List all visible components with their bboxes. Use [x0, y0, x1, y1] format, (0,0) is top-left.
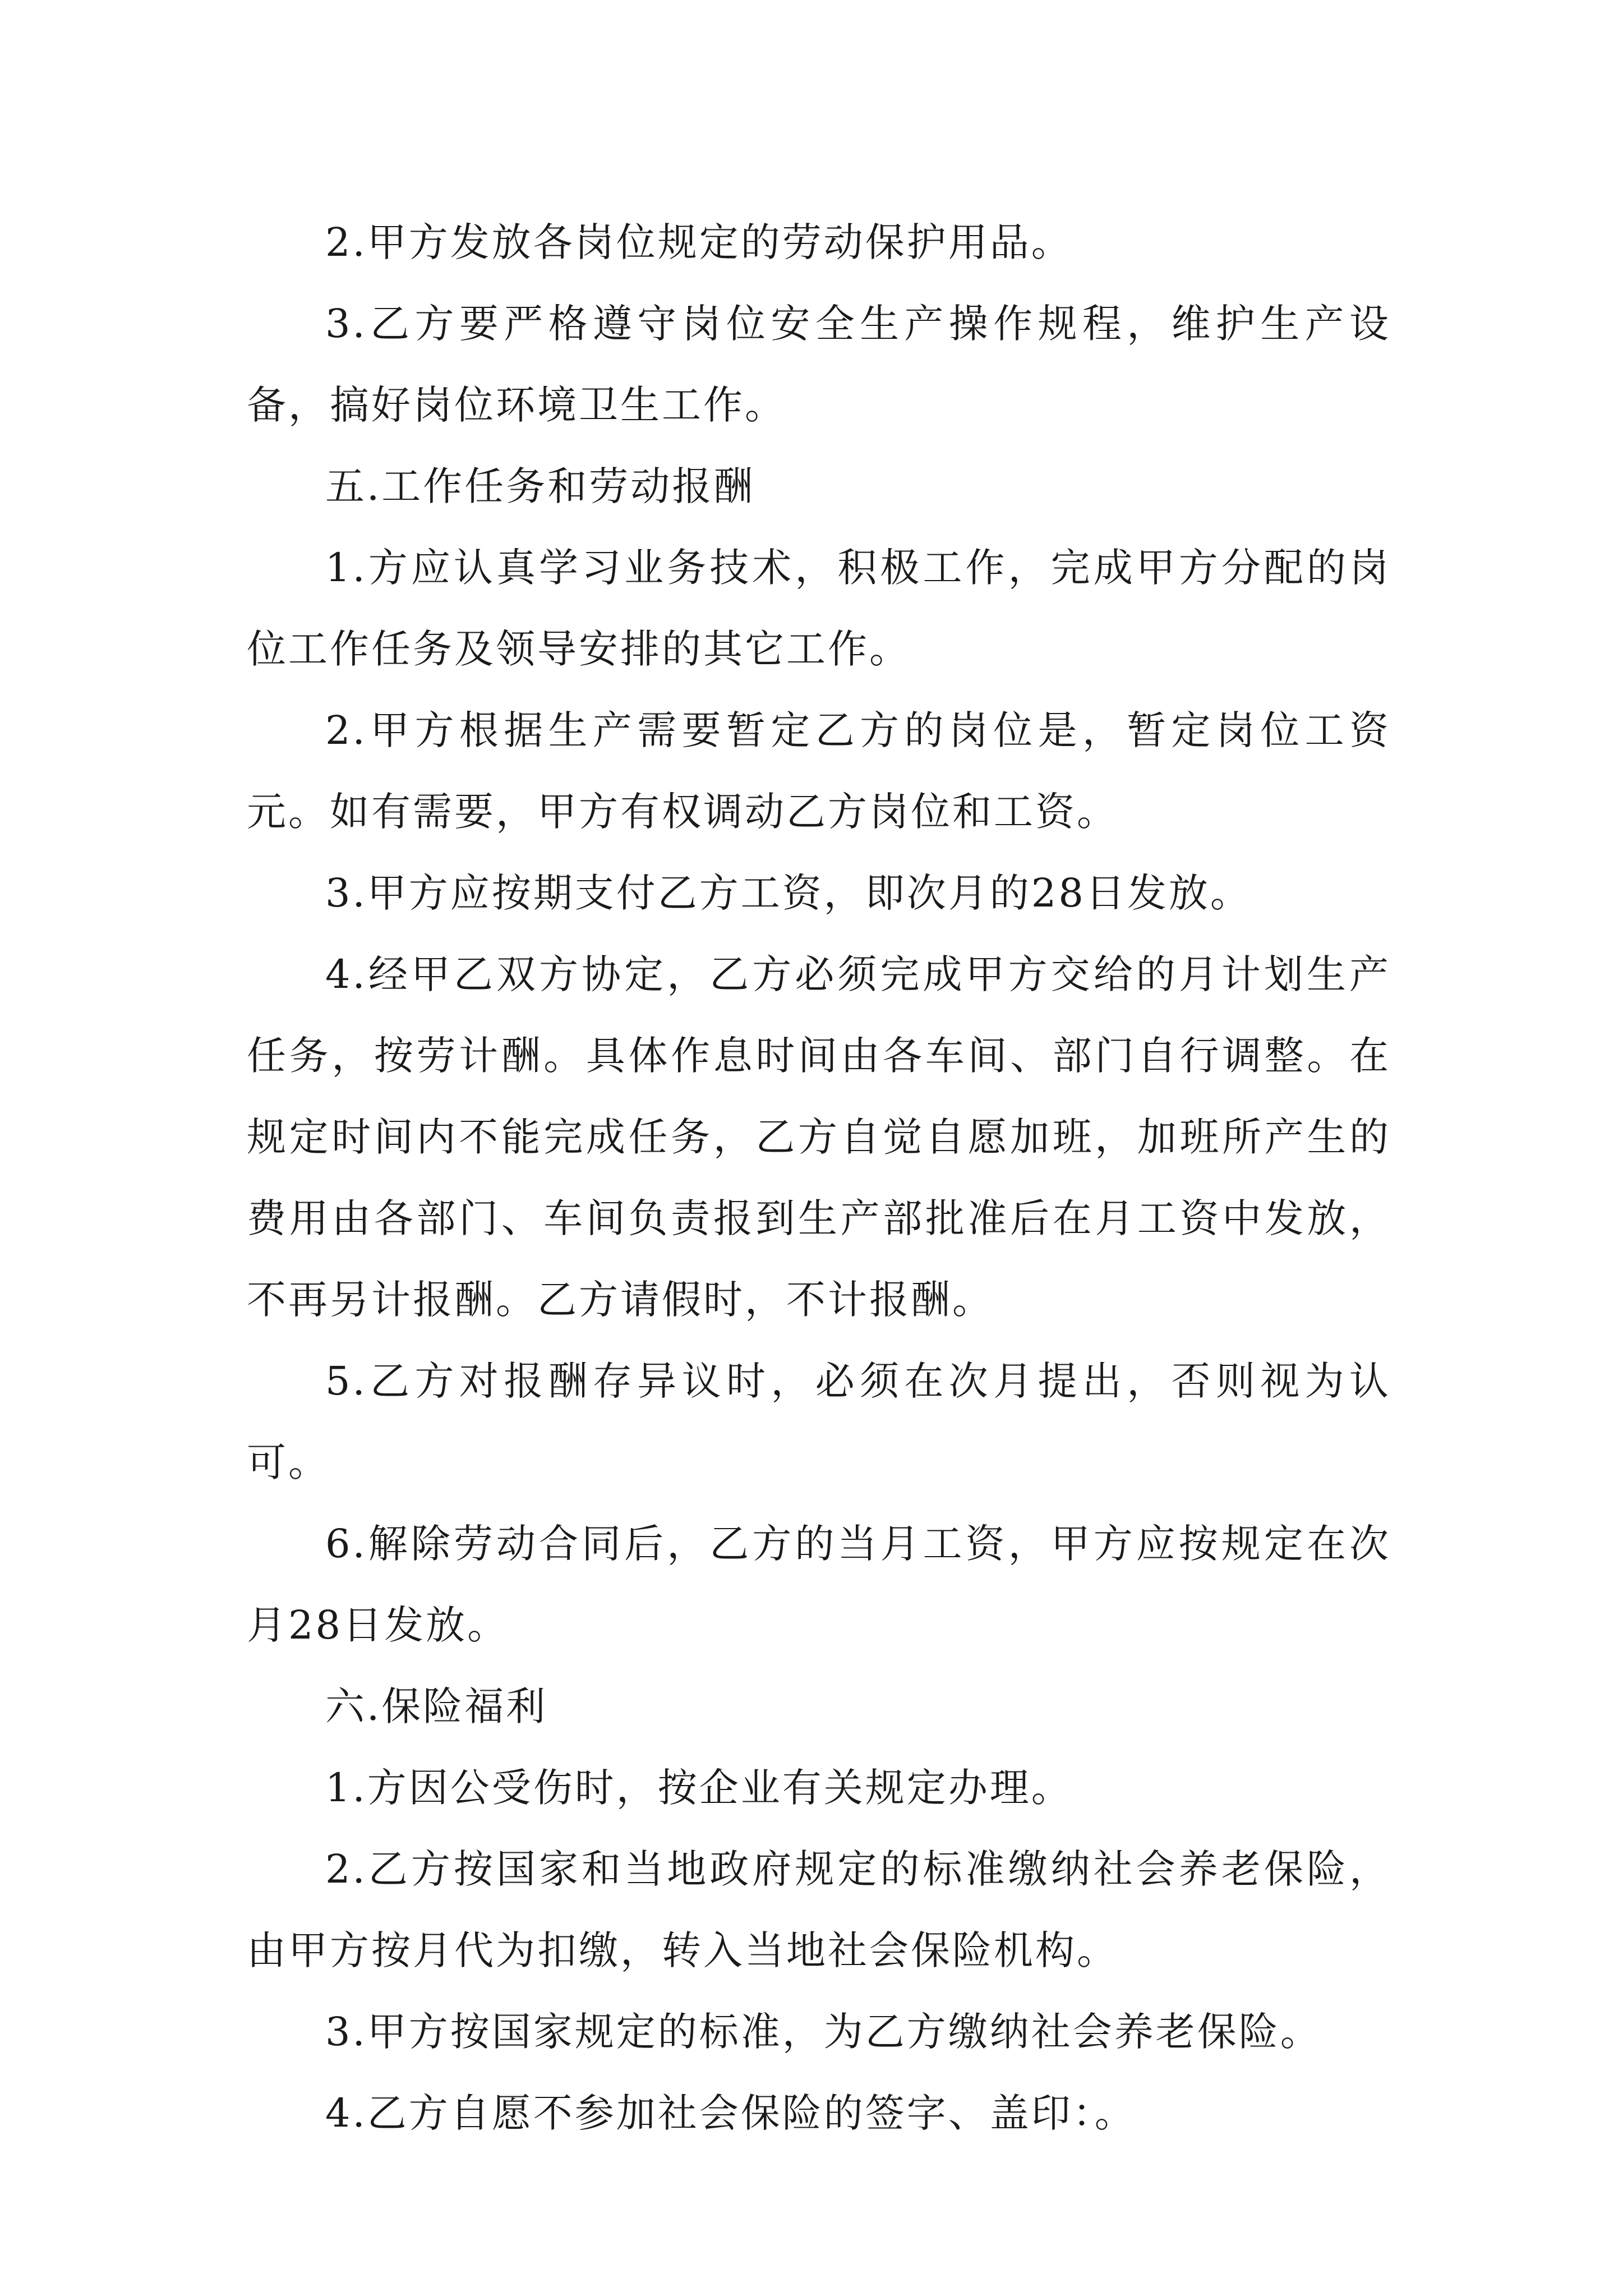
- paragraph-protective-equipment: 2.甲方发放各岗位规定的劳动保护用品。: [325, 219, 1073, 265]
- paragraph-pension-payment: 3.甲方按国家规定的标准，为乙方缴纳社会养老保险。: [325, 2009, 1322, 2055]
- paragraph-pension-deduction: 2.乙方按国家和当地政府规定的标准缴纳社会养老保险，由甲方按月代为扣缴，转入当地社会保险机构。: [247, 1846, 1391, 1973]
- paragraph-safety-rules: 3.乙方要严格遵守岗位安全生产操作规程，维护生产设备，搞好岗位环境卫生工作。: [247, 301, 1391, 428]
- paragraph-learn-skills: 1.方应认真学习业务技术，积极工作，完成甲方分配的岗位工作任务及领导安排的其它工作。: [247, 545, 1391, 672]
- paragraph-pay-dispute: 5.乙方对报酬存异议时，必须在次月提出，否则视为认可。: [247, 1358, 1391, 1485]
- section-heading-work-and-pay: 五.工作任务和劳动报酬: [325, 463, 755, 509]
- paragraph-monthly-tasks: 4.经甲乙双方协定，乙方必须完成甲方交给的月计划生产任务，按劳计酬。具体作息时间由各车间、部门自行调整。在规定时间内不能完成任务，乙方自觉自愿加班，加班所产生的费用由各部门、车间负责报到生产部批准后在月工资中发放，不再另计报酬。乙方请假时，不计报酬。: [247, 951, 1391, 1323]
- paragraph-final-wage: 6.解除劳动合同后，乙方的当月工资，甲方应按规定在次月28日发放。: [247, 1521, 1391, 1648]
- paragraph-position-wage: 2.甲方根据生产需要暂定乙方的岗位是，暂定岗位工资元。如有需要，甲方有权调动乙方岗位和工资。: [247, 707, 1391, 835]
- paragraph-pay-date: 3.甲方应按期支付乙方工资，即次月的28日发放。: [325, 870, 1252, 916]
- paragraph-opt-out-signature: 4.乙方自愿不参加社会保险的签字、盖印：。: [325, 2090, 1136, 2136]
- paragraph-work-injury: 1.方因公受伤时，按企业有关规定办理。: [325, 1765, 1073, 1811]
- document-body: [247, 202, 1391, 2154]
- section-heading-insurance: 六.保险福利: [325, 1683, 548, 1729]
